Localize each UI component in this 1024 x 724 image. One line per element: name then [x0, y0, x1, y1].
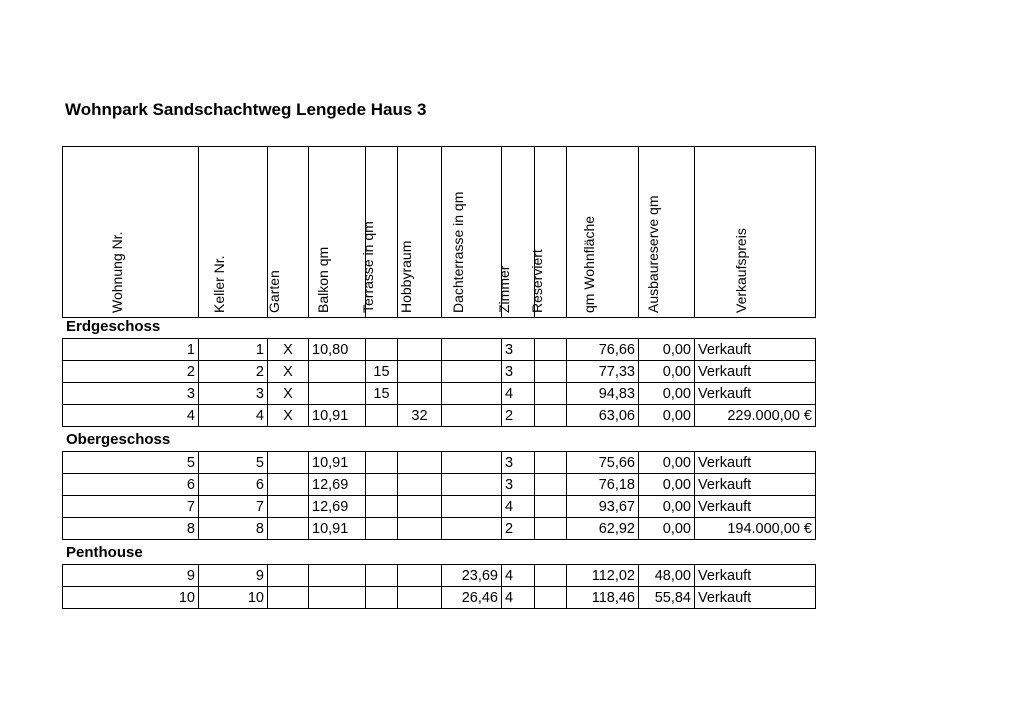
data-table	[62, 451, 816, 540]
cell-keller-nr: 9	[199, 565, 268, 587]
cell-zimmer: 4	[502, 565, 535, 587]
header-cell-terrasse	[359, 147, 398, 318]
cell-zimmer: 2	[502, 518, 535, 540]
cell-balkon	[309, 587, 366, 609]
cell-reserviert	[535, 339, 567, 361]
cell-wohnung-nr: 10	[63, 587, 199, 609]
cell-terrasse: 15	[366, 361, 398, 383]
cell-wohnflaeche: 76,66	[567, 339, 639, 361]
cell-garten: X	[268, 383, 309, 405]
table-row	[63, 361, 816, 383]
cell-reserviert	[535, 518, 567, 540]
header-label: Hobbyraum	[397, 240, 414, 313]
cell-verkaufspreis: 229.000,00 €	[695, 405, 816, 427]
cell-terrasse	[366, 474, 398, 496]
cell-garten: X	[268, 361, 309, 383]
cell-verkaufspreis: Verkauft	[695, 587, 816, 609]
cell-keller-nr: 2	[199, 361, 268, 383]
cell-balkon	[309, 565, 366, 587]
section-title: Penthouse	[66, 544, 143, 561]
cell-dachterrasse	[442, 383, 502, 405]
table-row	[63, 405, 816, 427]
header-cell-garten	[268, 147, 309, 318]
table-row	[63, 496, 816, 518]
cell-hobbyraum	[398, 339, 442, 361]
cell-reserviert	[535, 383, 567, 405]
cell-terrasse	[366, 496, 398, 518]
cell-wohnung-nr: 2	[63, 361, 199, 383]
cell-keller-nr: 5	[199, 452, 268, 474]
cell-balkon: 12,69	[309, 474, 366, 496]
cell-balkon: 12,69	[309, 496, 366, 518]
cell-garten	[268, 452, 309, 474]
cell-wohnung-nr: 7	[63, 496, 199, 518]
cell-reserviert	[535, 587, 567, 609]
cell-ausbaureserve: 0,00	[639, 496, 695, 518]
cell-dachterrasse	[442, 339, 502, 361]
cell-wohnflaeche: 94,83	[567, 383, 639, 405]
cell-zimmer: 3	[502, 339, 535, 361]
header-cell-keller-nr	[199, 147, 268, 318]
cell-keller-nr: 3	[199, 383, 268, 405]
cell-zimmer: 4	[502, 587, 535, 609]
cell-balkon: 10,91	[309, 405, 366, 427]
header-row	[62, 146, 816, 318]
cell-hobbyraum	[398, 474, 442, 496]
cell-garten	[268, 474, 309, 496]
cell-wohnflaeche: 63,06	[567, 405, 639, 427]
header-cell-wohnflaeche	[567, 147, 639, 318]
cell-terrasse	[366, 452, 398, 474]
cell-reserviert	[535, 496, 567, 518]
cell-wohnung-nr: 1	[63, 339, 199, 361]
header-cell-reserviert	[528, 147, 567, 318]
cell-wohnflaeche: 77,33	[567, 361, 639, 383]
header-cell-ausbaureserve	[639, 147, 695, 318]
cell-balkon	[309, 361, 366, 383]
cell-ausbaureserve: 0,00	[639, 361, 695, 383]
cell-verkaufspreis: Verkauft	[695, 452, 816, 474]
cell-reserviert	[535, 474, 567, 496]
cell-verkaufspreis: Verkauft	[695, 496, 816, 518]
cell-ausbaureserve: 55,84	[639, 587, 695, 609]
cell-keller-nr: 6	[199, 474, 268, 496]
cell-ausbaureserve: 48,00	[639, 565, 695, 587]
cell-keller-nr: 4	[199, 405, 268, 427]
section-title: Erdgeschoss	[66, 318, 161, 335]
table-row	[63, 383, 816, 405]
cell-dachterrasse	[442, 452, 502, 474]
cell-hobbyraum	[398, 361, 442, 383]
cell-keller-nr: 10	[199, 587, 268, 609]
header-label: Dachterrasse in qm	[449, 191, 466, 313]
cell-ausbaureserve: 0,00	[639, 474, 695, 496]
cell-wohnung-nr: 6	[63, 474, 199, 496]
cell-garten: X	[268, 405, 309, 427]
cell-zimmer: 3	[502, 361, 535, 383]
table-row	[63, 565, 816, 587]
data-table	[62, 338, 816, 427]
cell-hobbyraum: 32	[398, 405, 442, 427]
cell-keller-nr: 1	[199, 339, 268, 361]
header-label: Ausbaureserve qm	[644, 195, 661, 313]
cell-zimmer: 2	[502, 405, 535, 427]
table-row	[63, 452, 816, 474]
cell-verkaufspreis: 194.000,00 €	[695, 518, 816, 540]
header-label: Wohnung Nr.	[108, 231, 125, 313]
cell-terrasse	[366, 405, 398, 427]
table-row	[63, 339, 816, 361]
header-label: Garten	[266, 270, 282, 313]
cell-hobbyraum	[398, 565, 442, 587]
cell-terrasse	[366, 587, 398, 609]
cell-zimmer: 4	[502, 496, 535, 518]
cell-hobbyraum	[398, 496, 442, 518]
cell-balkon: 10,91	[309, 518, 366, 540]
header-label: qm Wohnfläche	[580, 215, 597, 313]
cell-wohnung-nr: 3	[63, 383, 199, 405]
header-cell-verkaufspreis	[695, 147, 816, 318]
cell-wohnflaeche: 93,67	[567, 496, 639, 518]
header-label: Verkaufspreis	[733, 228, 749, 313]
cell-zimmer: 4	[502, 383, 535, 405]
cell-wohnflaeche: 118,46	[567, 587, 639, 609]
cell-zimmer: 3	[502, 474, 535, 496]
cell-ausbaureserve: 0,00	[639, 452, 695, 474]
cell-zimmer: 3	[502, 452, 535, 474]
cell-garten	[268, 496, 309, 518]
cell-reserviert	[535, 565, 567, 587]
cell-hobbyraum	[398, 383, 442, 405]
cell-ausbaureserve: 0,00	[639, 339, 695, 361]
cell-dachterrasse	[442, 405, 502, 427]
header-label: Terrasse in qm	[359, 221, 376, 313]
data-table	[62, 564, 816, 609]
cell-dachterrasse	[442, 496, 502, 518]
cell-balkon	[309, 383, 366, 405]
table-row	[63, 518, 816, 540]
cell-wohnflaeche: 76,18	[567, 474, 639, 496]
cell-hobbyraum	[398, 452, 442, 474]
header-cell-hobbyraum	[398, 147, 442, 318]
cell-verkaufspreis: Verkauft	[695, 565, 816, 587]
cell-hobbyraum	[398, 587, 442, 609]
cell-verkaufspreis: Verkauft	[695, 339, 816, 361]
cell-balkon: 10,91	[309, 452, 366, 474]
cell-ausbaureserve: 0,00	[639, 383, 695, 405]
header-label: Zimmer	[496, 265, 512, 313]
header-label: Reserviert	[528, 249, 545, 313]
cell-garten	[268, 587, 309, 609]
header-cell-dachterrasse	[442, 147, 502, 318]
cell-wohnung-nr: 5	[63, 452, 199, 474]
cell-dachterrasse	[442, 474, 502, 496]
cell-dachterrasse: 23,69	[442, 565, 502, 587]
cell-dachterrasse: 26,46	[442, 587, 502, 609]
cell-ausbaureserve: 0,00	[639, 518, 695, 540]
cell-terrasse	[366, 518, 398, 540]
page-title: Wohnpark Sandschachtweg Lengede Haus 3	[65, 100, 427, 119]
cell-hobbyraum	[398, 518, 442, 540]
cell-terrasse: 15	[366, 383, 398, 405]
cell-terrasse	[366, 565, 398, 587]
cell-verkaufspreis: Verkauft	[695, 383, 816, 405]
cell-dachterrasse	[442, 518, 502, 540]
cell-verkaufspreis: Verkauft	[695, 361, 816, 383]
header-label: Balkon qm	[315, 246, 331, 313]
header-cell-balkon	[309, 147, 366, 318]
cell-garten	[268, 565, 309, 587]
cell-garten: X	[268, 339, 309, 361]
cell-wohnflaeche: 112,02	[567, 565, 639, 587]
cell-balkon: 10,80	[309, 339, 366, 361]
header-cell-wohnung-nr	[63, 147, 199, 318]
table-row	[63, 474, 816, 496]
cell-verkaufspreis: Verkauft	[695, 474, 816, 496]
table-row	[63, 587, 816, 609]
cell-reserviert	[535, 452, 567, 474]
cell-garten	[268, 518, 309, 540]
cell-reserviert	[535, 405, 567, 427]
cell-wohnung-nr: 4	[63, 405, 199, 427]
cell-terrasse	[366, 339, 398, 361]
cell-wohnflaeche: 62,92	[567, 518, 639, 540]
cell-keller-nr: 8	[199, 518, 268, 540]
section-title: Obergeschoss	[66, 431, 171, 448]
cell-ausbaureserve: 0,00	[639, 405, 695, 427]
cell-wohnung-nr: 9	[63, 565, 199, 587]
cell-wohnflaeche: 75,66	[567, 452, 639, 474]
cell-keller-nr: 7	[199, 496, 268, 518]
cell-wohnung-nr: 8	[63, 518, 199, 540]
cell-dachterrasse	[442, 361, 502, 383]
cell-reserviert	[535, 361, 567, 383]
header-label: Keller Nr.	[211, 255, 227, 313]
